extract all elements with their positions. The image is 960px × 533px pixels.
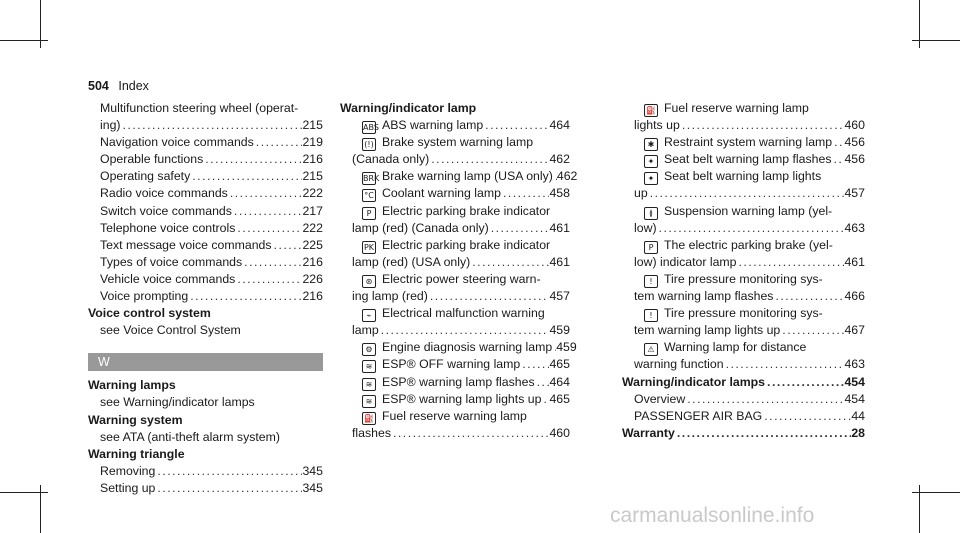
dot-leader [535,374,550,391]
index-entry [622,168,865,185]
entry-text [362,306,545,320]
index-entry [340,117,570,134]
entry-text [362,117,483,134]
index-entry [88,271,323,288]
index-entry [88,305,323,322]
entry-text [644,272,823,286]
entry-label: warning function [634,357,724,372]
page-ref: 28 [851,425,865,440]
index-entry [622,134,865,151]
entry-text [100,254,242,271]
entry-text [362,339,552,356]
warning-lamp-icon: ✱ [644,138,658,151]
index-entry [340,168,578,185]
index-entry [88,446,323,463]
entry-label: Brake warning lamp (USA only) [382,169,553,184]
index-entry [340,185,570,202]
warning-lamp-icon: ABS [363,123,379,133]
index-entry [88,185,323,202]
entry-text [634,288,773,305]
entry-text [644,306,823,320]
entry-label: Overview [634,391,686,406]
dot-leader [254,134,303,151]
dot-leader [242,254,302,271]
index-entry [88,168,323,185]
entry-text [352,220,489,237]
page-ref: 463 [844,220,865,235]
index-entry [622,288,865,305]
dot-leader [121,117,303,134]
index-entry [622,254,865,271]
page-ref: 461 [844,254,865,269]
warning-lamp-icon: P [644,241,658,254]
entry-text [100,430,280,444]
page-ref: 457 [549,289,570,304]
entry-text [634,356,724,373]
index-entry [622,151,865,168]
index-entry [622,339,865,356]
index-entry [340,322,570,339]
entry-text [88,378,176,392]
dot-leader [724,356,845,373]
index-entry [340,374,570,391]
dot-leader [470,254,549,271]
index-entry [88,134,323,151]
entry-label: Warning system [88,412,183,427]
entry-label: ESP® warning lamp lights up [382,391,542,406]
page-ref: 345 [302,463,323,478]
dot-leader [520,356,549,373]
page-ref: 464 [549,374,570,389]
index-entry [88,151,323,168]
entry-label: Engine diagnosis warning lamp [382,340,553,355]
index-entry [622,185,865,202]
section-title: Index [118,79,149,93]
page-ref: 457 [844,186,865,201]
entry-label: ing lamp (red) [352,289,428,304]
warning-lamp-icon: ≬ [644,207,658,220]
entry-label: Telephone voice controls [100,220,236,235]
dot-leader [429,151,549,168]
entry-label: Electric parking brake indicator [382,237,551,252]
entry-label: Voice control system [88,306,211,321]
index-entry [622,220,865,237]
entry-label: Navigation voice commands [100,135,254,150]
entry-text [362,272,541,286]
entry-label: Multifunction steering wheel (operat- [100,101,299,115]
index-entry [88,480,323,497]
index-entry [622,322,865,339]
page-ref: 466 [844,289,865,304]
page-ref: 465 [549,391,570,406]
entry-label: Fuel reserve warning lamp [382,408,527,423]
letter-heading: W [88,353,323,371]
dot-leader [428,288,550,305]
entry-label: Tire pressure monitoring sys- [664,306,823,321]
entry-label: Operating safety [100,169,191,184]
entry-text [100,101,298,115]
entry-text [634,185,648,202]
entry-label: lamp (red) (USA only) [352,254,471,269]
entry-text [362,168,553,185]
entry-text [634,408,762,425]
entry-label: tem warning lamp flashes [634,289,774,304]
entry-label: Radio voice commands [100,186,228,201]
index-entry [88,412,323,429]
warning-lamp-icon: ⛽ [644,104,658,117]
entry-label: low) indicator lamp [634,254,737,269]
entry-text [88,447,185,461]
index-entry [622,391,865,408]
page-ref: 462 [556,169,578,184]
index-entry [340,288,570,305]
dot-leader [232,203,303,220]
entry-label: Fuel reserve warning lamp [664,101,809,115]
page-number: 504 [88,79,109,93]
page-ref: 226 [302,271,323,286]
warning-lamp-icon: ! [644,275,658,288]
dot-leader [773,288,844,305]
dot-leader [765,374,844,391]
warning-lamp-icon: PK [363,242,375,252]
index-entry [622,271,865,288]
index-entry [340,356,570,373]
dot-leader [657,220,845,237]
index-column-2 [340,100,578,442]
index-entry [88,394,323,411]
index-entry [622,203,865,220]
entry-text [100,271,235,288]
entry-text [100,168,190,185]
index-entry [88,117,323,134]
index-entry [88,237,323,254]
entry-label: flashes [352,425,391,440]
warning-lamp-icon: ✦ [644,155,658,168]
entry-text [88,306,211,320]
page-header [88,79,149,93]
entry-text [634,254,737,271]
entry-label: see Warning/indicator lamps [100,395,255,410]
entry-label: up [634,186,648,201]
entry-label: lights up [634,118,680,133]
dot-leader [489,220,550,237]
entry-text [100,134,254,151]
dot-leader [541,391,549,408]
page-ref: 460 [549,425,570,440]
entry-label: PASSENGER AIR BAG [634,408,763,423]
warning-lamp-icon: ⌁ [362,309,376,322]
entry-label: Switch voice commands [100,203,232,218]
index-entry [340,254,570,271]
entry-label: Setting up [100,480,156,495]
page-ref: 456 [844,135,865,150]
entry-text [88,413,183,427]
dot-leader [483,117,549,134]
page-ref: 225 [302,237,323,252]
warning-lamp-icon: ✦ [644,172,658,185]
dot-leader [762,408,851,425]
entry-text [634,117,680,134]
index-entry [340,425,570,442]
index-entry [340,151,570,168]
entry-label: lamp [352,323,379,338]
index-entry [88,254,323,271]
warning-lamp-icon: ⚙ [362,343,376,356]
warning-lamp-icon: ⊛ [362,275,376,288]
entry-label: lamp (red) (Canada only) [352,220,489,235]
entry-text [352,151,429,168]
warning-lamp-icon: °C [362,189,376,202]
entry-text [644,134,832,151]
index-entry [340,203,570,220]
warning-lamp-icon: ≋ [362,360,376,373]
page-ref: 217 [302,203,323,218]
dot-leader [155,480,302,497]
entry-label: Text message voice commands [100,237,272,252]
entry-label: Seat belt warning lamp lights [664,169,822,184]
entry-label: Removing [100,463,156,478]
index-entry [88,429,323,446]
entry-text [362,238,550,252]
crop-mark [0,492,48,493]
entry-text [100,237,272,254]
index-entry [340,237,570,254]
warning-lamp-icon: P [362,207,376,220]
index-entry [340,134,570,151]
entry-label: see Voice Control System [100,323,241,338]
dot-leader [188,288,302,305]
warning-lamp-icon: ≋ [362,395,376,408]
index-entry [340,391,570,408]
entry-label: ESP® warning lamp flashes [382,374,535,389]
index-entry [88,377,323,394]
entry-text [100,323,241,337]
entry-label: Electrical malfunction warning [382,306,545,321]
page-ref: 461 [549,220,570,235]
page-ref: 216 [302,254,323,269]
entry-text [100,117,121,134]
entry-text [362,135,533,149]
entry-text [634,322,780,339]
entry-label: Vehicle voice commands [100,271,236,286]
entry-label: tem warning lamp lights up [634,323,781,338]
entry-text [100,480,155,497]
page-ref: 215 [302,118,323,133]
crop-mark [0,40,48,41]
dot-leader [379,322,550,339]
entry-text [362,391,541,408]
index-entry [622,408,865,425]
crop-mark [912,40,960,41]
entry-text [100,395,255,409]
dot-leader [235,220,302,237]
index-entry [88,463,323,480]
dot-leader [501,185,550,202]
entry-text [644,340,806,354]
page-ref: 467 [844,323,865,338]
index-entry [622,305,865,322]
entry-text [100,288,188,305]
entry-label: Operable functions [100,152,204,167]
entry-label: Brake system warning lamp [382,135,534,150]
entry-text [634,220,657,237]
index-entry [340,408,570,425]
entry-label: ABS warning lamp [382,118,484,133]
warning-lamp-icon: ⛽ [362,412,376,425]
entry-text [644,151,831,168]
entry-label: see ATA (anti-theft alarm system) [100,429,280,444]
warning-lamp-icon: ≋ [362,378,376,391]
dot-leader [203,151,302,168]
warning-lamp-icon: (!) [362,138,376,151]
dot-leader [155,463,302,480]
entry-text [100,151,203,168]
entry-text [362,185,501,202]
warning-lamp-icon: ! [644,309,658,322]
dot-leader [190,168,302,185]
index-entry [340,100,570,117]
entry-text [352,322,379,339]
page-ref: 345 [302,480,323,495]
entry-label: ing) [100,118,121,133]
page-ref: 454 [844,391,865,406]
index-entry [622,425,865,442]
page-ref: 459 [549,323,570,338]
entry-label: ESP® OFF warning lamp [382,357,521,372]
index-entry [622,117,865,134]
entry-label: The electric parking brake (yel- [664,237,833,252]
entry-text [340,101,476,115]
entry-label: Types of voice commands [100,254,243,269]
dot-leader [831,151,844,168]
index-entry [88,220,323,237]
entry-label: Coolant warning lamp [382,186,501,201]
page-ref: 222 [302,186,323,201]
entry-text [362,356,520,373]
entry-text [622,374,765,391]
dot-leader [737,254,845,271]
entry-label: Suspension warning lamp (yel- [664,203,833,218]
index-entry [340,305,570,322]
entry-label: Voice prompting [100,289,189,304]
index-entry [622,356,865,373]
entry-text [352,425,391,442]
entry-label: low) [634,220,657,235]
dot-leader [675,425,851,442]
dot-leader [228,185,303,202]
index-entry [622,100,865,117]
entry-text [644,101,809,115]
entry-text [362,409,527,423]
page-ref: 461 [549,254,570,269]
page-ref: 222 [302,220,323,235]
page-ref: 460 [844,118,865,133]
entry-text [100,185,228,202]
page-ref: 44 [851,408,865,423]
index-entry [88,100,323,117]
page-ref: 459 [556,340,577,355]
page-ref: 216 [302,289,323,304]
entry-text [100,463,155,480]
entry-text [644,204,832,218]
index-entry [88,288,323,305]
dot-leader [780,322,844,339]
entry-label: Warning lamps [88,378,176,393]
entry-label: (Canada only) [352,152,430,167]
page-ref: 456 [844,152,865,167]
dot-leader [235,271,302,288]
warning-lamp-icon: ⚠ [644,343,658,356]
page-ref: 458 [549,186,570,201]
entry-label: Electric power steering warn- [382,271,541,286]
entry-label: Tire pressure monitoring sys- [664,271,823,286]
entry-label: Warning triangle [88,446,185,461]
entry-label: Warning/indicator lamp [340,101,477,115]
crop-mark [912,492,960,493]
entry-label: Restraint system warning lamp [664,135,833,150]
entry-text [362,374,535,391]
entry-label: Seat belt warning lamp flashes [664,152,832,167]
entry-text [352,288,428,305]
page-ref: 215 [302,169,323,184]
index-entry [340,339,577,356]
index-column-3 [622,100,865,442]
index-entry [88,203,323,220]
index-entry [622,374,865,391]
entry-label: Warranty [622,425,675,440]
entry-text [644,169,821,183]
index-entry [88,322,323,339]
page-ref: 464 [549,118,570,133]
entry-label: Warning lamp for distance [664,340,807,355]
dot-leader [272,237,303,254]
index-column-1 [88,100,323,497]
page-ref: 462 [549,152,570,167]
entry-text [352,254,470,271]
index-entry [340,271,570,288]
dot-leader [391,425,550,442]
dot-leader [680,117,845,134]
entry-label: Electric parking brake indicator [382,203,551,218]
index-entry [340,220,570,237]
watermark: carmanualsonline.info [610,504,815,527]
entry-text [100,203,232,220]
dot-leader [832,134,844,151]
entry-text [362,204,550,218]
page-ref: 463 [844,357,865,372]
page-ref: 219 [302,135,323,150]
entry-label: Warning/indicator lamps [622,374,766,389]
index-entry [622,237,865,254]
entry-text [100,220,235,237]
entry-text [644,238,833,252]
page-ref: 216 [302,152,323,167]
page-ref: 465 [549,357,570,372]
warning-lamp-icon: BRK [363,174,380,184]
entry-text [634,391,685,408]
entry-text [622,425,675,442]
dot-leader [648,185,845,202]
dot-leader [685,391,844,408]
page-ref: 454 [844,374,865,389]
